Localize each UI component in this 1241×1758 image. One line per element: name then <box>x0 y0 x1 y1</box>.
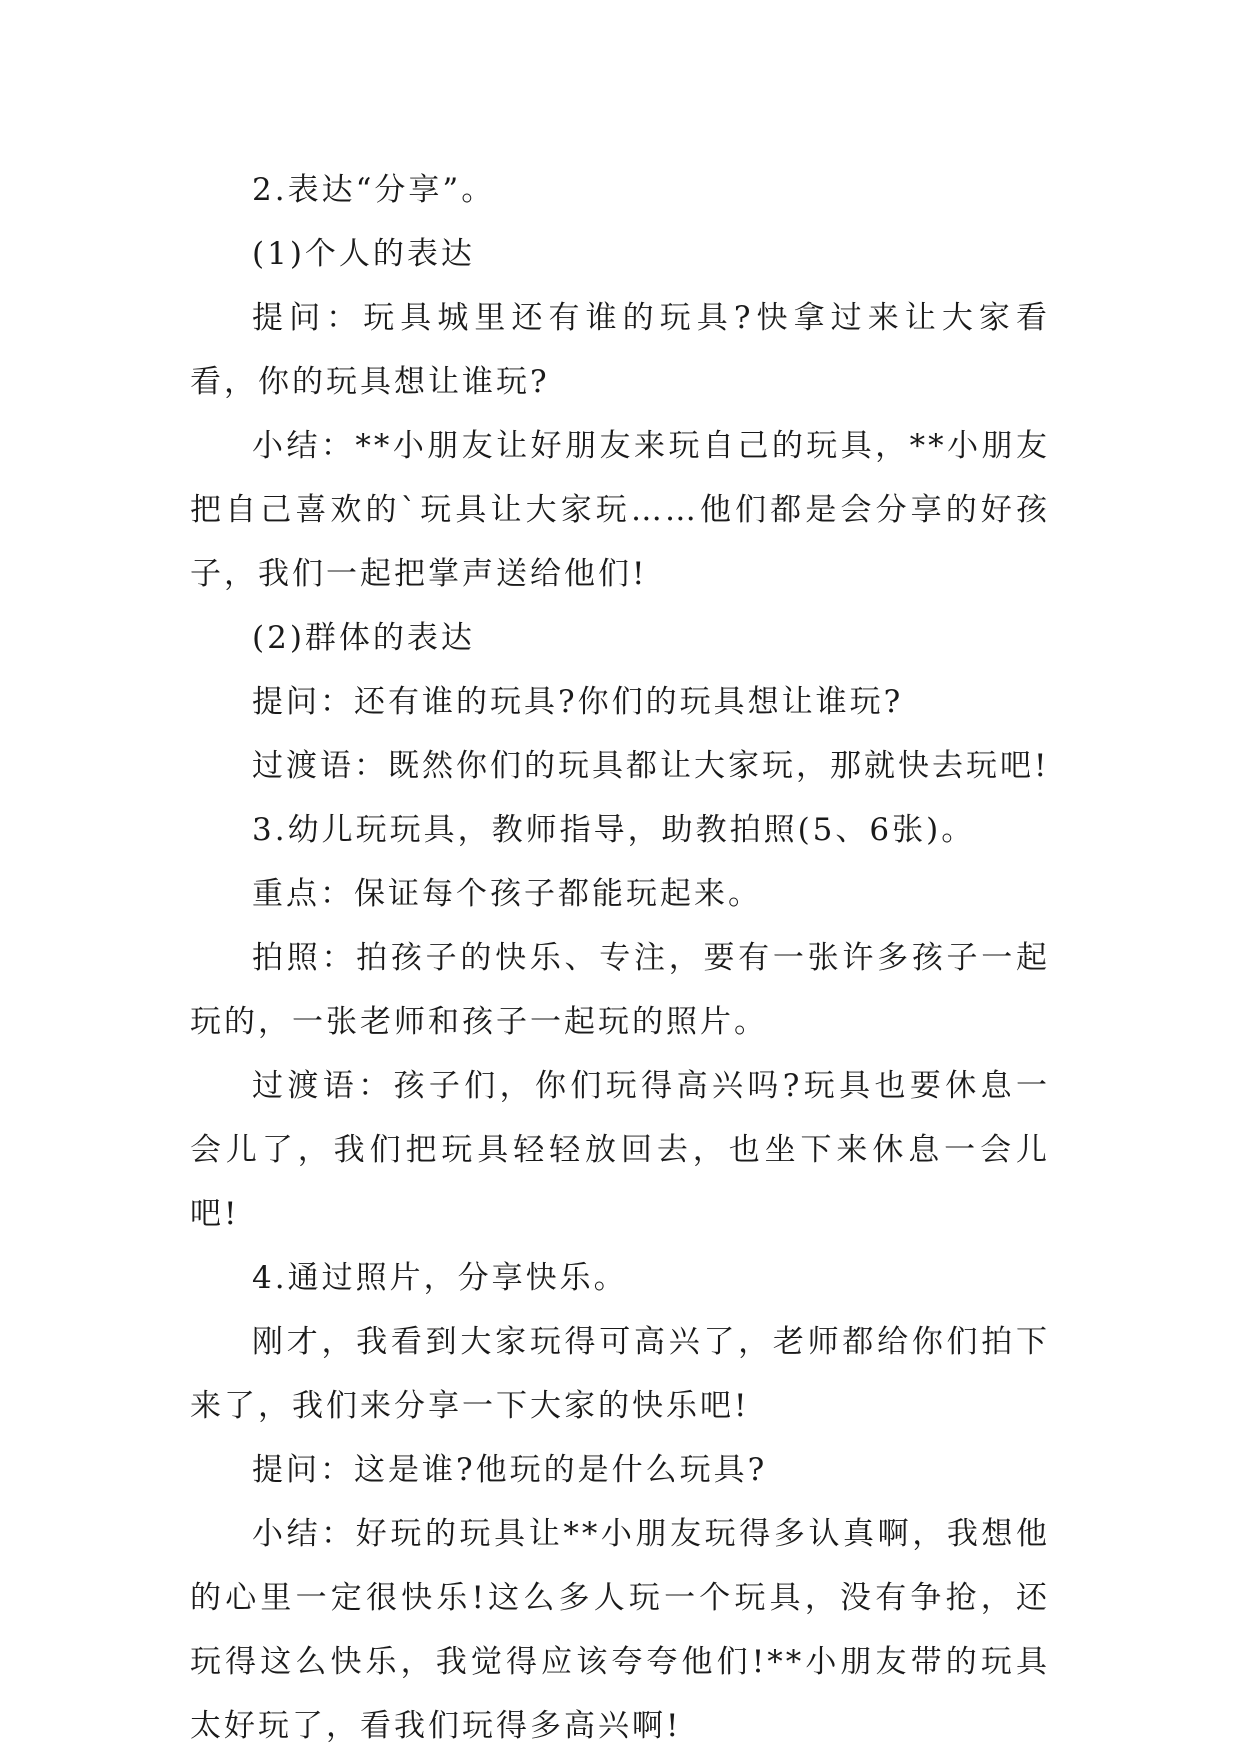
subheading-individual-expression: (1)个人的表达 <box>252 236 475 272</box>
section-heading-play: 3.幼儿玩玩具，教师指导，助教拍照(5、6张)。 <box>252 812 976 848</box>
subheading-group-expression: (2)群体的表达 <box>252 620 475 656</box>
paragraph-intro-photos: 刚才，我看到大家玩得可高兴了，老师都给你们拍下来了，我们来分享一下大家的快乐吧! <box>190 1324 1050 1424</box>
paragraph-key-point: 重点：保证每个孩子都能玩起来。 <box>252 876 762 912</box>
section-heading-photos: 4.通过照片，分享快乐。 <box>252 1260 628 1296</box>
paragraph-transition-2: 过渡语：孩子们，你们玩得高兴吗?玩具也要休息一会儿了，我们把玩具轻轻放回去，也坐下来休息一会儿吧! <box>190 1068 1050 1232</box>
paragraph-summary-2: 小结：好玩的玩具让**小朋友玩得多认真啊，我想他的心里一定很快乐!这么多人玩一个玩具，没有争抢，还玩得这么快乐，我觉得应该夸夸他们!**小朋友带的玩具太好玩了，看我们玩得多高兴啊! <box>190 1516 1050 1744</box>
paragraph-question-3: 提问：这是谁?他玩的是什么玩具? <box>252 1452 768 1488</box>
paragraph-question-1: 提问：玩具城里还有谁的玩具?快拿过来让大家看看，你的玩具想让谁玩? <box>190 300 1050 400</box>
document-body <box>190 158 1050 1758</box>
paragraph-photo: 拍照：拍孩子的快乐、专注，要有一张许多孩子一起玩的，一张老师和孩子一起玩的照片。 <box>190 940 1050 1040</box>
paragraph-question-2: 提问：还有谁的玩具?你们的玩具想让谁玩? <box>252 684 904 720</box>
paragraph-summary-1: 小结：**小朋友让好朋友来玩自己的玩具，**小朋友把自己喜欢的`玩具让大家玩……他们都是会分享的好孩子，我们一起把掌声送给他们! <box>190 428 1050 592</box>
section-heading-share: 2.表达“分享”。 <box>252 172 496 208</box>
paragraph-transition-1: 过渡语：既然你们的玩具都让大家玩，那就快去玩吧! <box>252 748 1050 784</box>
